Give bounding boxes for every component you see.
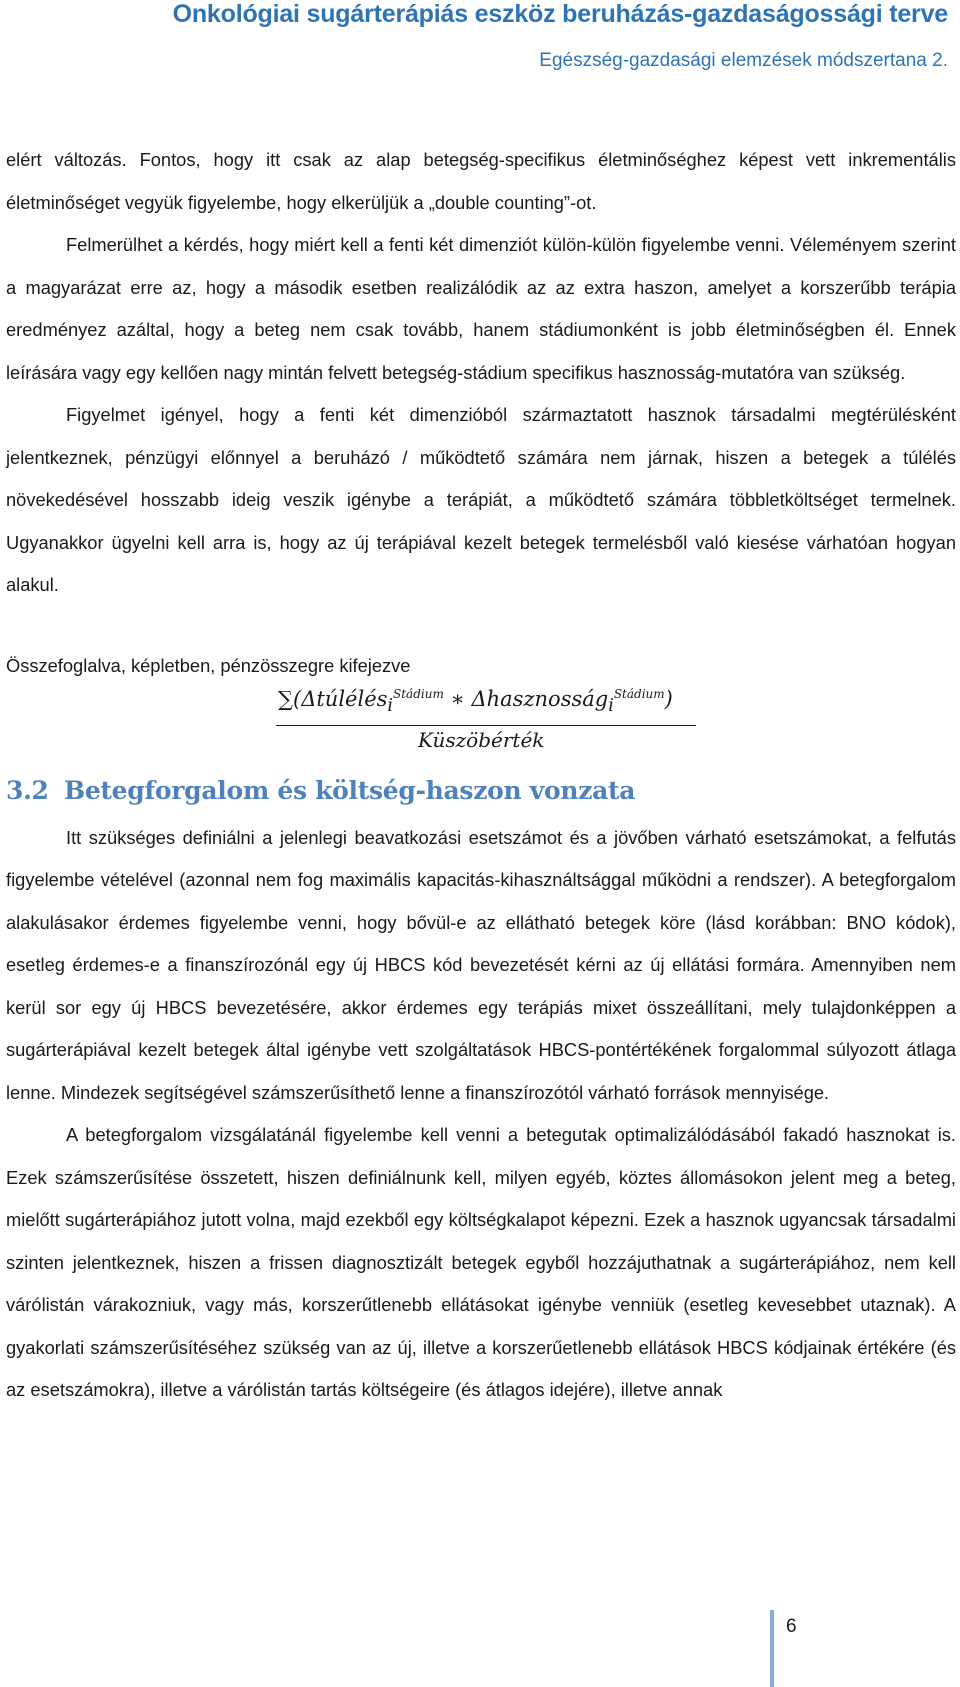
open-paren: ( <box>293 686 302 711</box>
index-2: i <box>608 695 614 716</box>
formula-numerator <box>278 687 673 716</box>
section-body <box>6 817 956 1412</box>
multiply-operator: ∗ <box>443 686 472 711</box>
formula-intro: Összefoglalva, képletben, pénzösszegre kifejezve <box>6 654 411 676</box>
sum-symbol: ∑ <box>278 686 293 711</box>
delta-utility: Δhasznosság <box>471 686 609 711</box>
running-header-subtitle: Egészség-gazdasági elemzések módszertana 2. <box>539 50 948 71</box>
formula-denominator: Küszöbérték <box>418 727 545 752</box>
stage-superscript-2: Stádium <box>613 686 665 701</box>
running-header-title: Onkológiai sugárterápiás eszköz beruházás-gazdaságossági terve <box>172 0 948 28</box>
section-title: Betegforgalom és költség-haszon vonzata <box>64 775 636 805</box>
page-number: 6 <box>786 1616 797 1637</box>
index-1: i <box>387 695 394 716</box>
paragraph-patient-pathways: A betegforgalom vizsgálatánál figyelembe kell venni a betegutak optimalizálódásából fakadó hasznokat is. Ezek számszerűsítése összetett, hiszen definiálnunk kell, milyen egyéb, köztes állomásokon jelent meg a beteg, mielőtt sugárterápiához jutott volna, majd ezekből egy költségkalapot képezni. Ezek a hasznok ugyancsak társadalmi szinten jelentkeznek, hiszen a frissen diagnosztizált betegek egyből hozzájuthatnak a sugárterápiához, nem kell várólistán várakozniuk, vagy más, korszerűtlenebb ellátásokat igénybe venniük (esetleg kevesebbet utaznak). A gyakorlati számszerűsítéséhez szükség van az új, illetve a korszerűetlenebb ellátások HBCS kódjainak értékére (és az esetszámokra), illetve a várólistán tartás költségeire (és átlagos idejére), illetve annak <box>6 1124 956 1400</box>
paragraph-social-return: Figyelmet igényel, hogy a fenti két dimenzióból származtatott hasznok társadalmi megtérülésként jelentkeznek, pénzügyi előnnyel a beruházó / működtető számára nem járnak, hiszen a betegek a túlélés növekedésével hosszabb ideig veszik igénybe a terápiát, a működtető számára többletköltséget termelnek. Ugyanakkor ügyelni kell arra is, hogy az új terápiával kezelt betegek termelésből való kiesése várhatóan hogyan alakul. <box>6 404 956 595</box>
page-number-rule <box>770 1610 774 1687</box>
formula <box>6 687 956 757</box>
section-number: 3.2 <box>6 775 49 805</box>
fraction-bar <box>276 725 696 727</box>
paragraph-continuation: elért változás. Fontos, hogy itt csak az alap betegség-specifikus életminőséghez képest vett inkrementális életminőséget vegyük figyelembe, hogy elkerüljük a „double counting”-ot. <box>6 149 956 213</box>
stage-superscript-1: Stádium <box>393 686 444 701</box>
close-paren: ) <box>664 686 673 711</box>
paragraph-case-numbers: Itt szükséges definiálni a jelenlegi beavatkozási esetszámot és a jövőben várható esetszámokat, a felfutás figyelembe vételével (azonnal nem fog maximális kapacitás-kihasználtsággal működni a rendszer). A betegforgalom alakulásakor érdemes figyelembe venni, hogy bővül-e az ellátható betegek köre (lásd korábban: BNO kódok), esetleg érdemes-e a finanszírozónál egy új HBCS kód bevezetését kérni az új ellátási formára. Amennyiben nem kerül sor egy új HBCS bevezetésére, akkor érdemes egy terápiás mixet összeállítani, mely tulajdonképpen a sugárterápiával kezelt betegek által igénybe vett szolgáltatások HBCS-pontértékének forgalommal súlyozott átlaga lenne. Mindezek segítségével számszerűsíthető lenne a finanszírozótól várható források mennyisége. <box>6 826 956 1103</box>
section-heading <box>6 771 956 811</box>
paragraph-dimensions: Felmerülhet a kérdés, hogy miért kell a fenti két dimenziót külön-külön figyelembe venni. Véleményem szerint a magyarázat erre az, hogy a második esetben realizálódik az az extra haszon, amelyet a korszerűbb terápia eredményez azáltal, hogy a beteg nem csak tovább, hanem stádiumonként is jobb életminőségben él. Ennek leírására vagy egy kellően nagy mintán felvett betegség-stádium specifikus hasznosság-mutatóra van szükség. <box>6 234 956 383</box>
page-body <box>6 139 956 1412</box>
delta-survival: Δtúlélés <box>301 686 388 711</box>
page-footer <box>770 1610 830 1687</box>
